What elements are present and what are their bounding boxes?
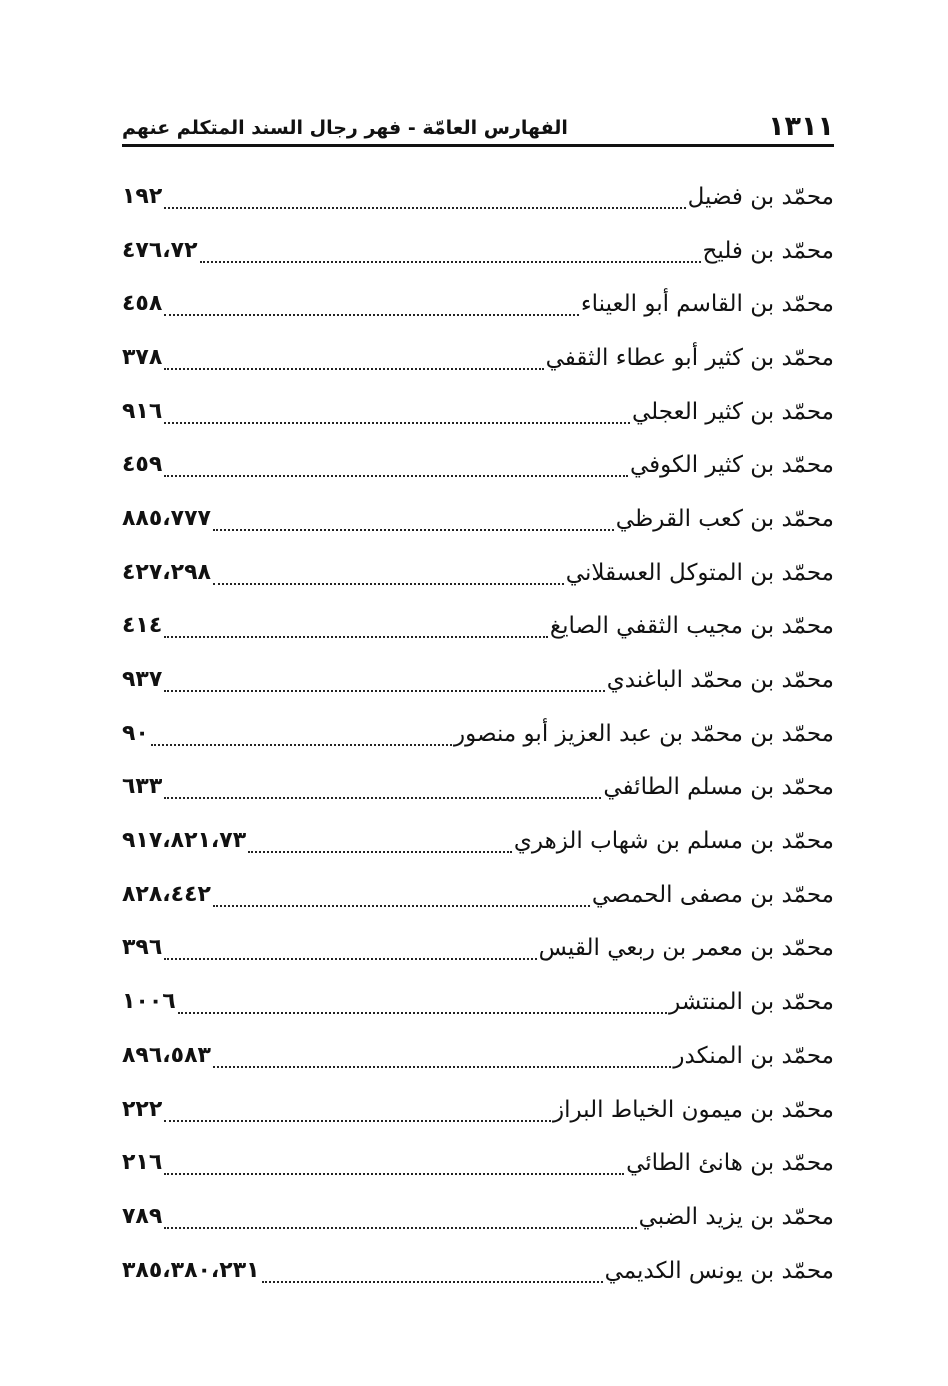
dot-leader xyxy=(213,575,564,585)
dot-leader xyxy=(164,1165,624,1175)
index-entry xyxy=(122,492,834,546)
entry-pages: ٣٨٥،٣٨٠،٢٣١ xyxy=(122,1257,260,1283)
entry-pages: ٤٥٩ xyxy=(122,452,163,478)
entry-pages: ٩١٦ xyxy=(122,398,163,424)
dot-leader xyxy=(164,199,685,209)
index-entry xyxy=(122,707,834,761)
entry-pages: ٩٣٧ xyxy=(122,667,163,693)
entry-pages: ٢٢٢ xyxy=(122,1096,163,1122)
entry-pages: ٤٧٦،٧٢ xyxy=(122,237,198,263)
entry-name: محمّد بن محمّد الباغندي xyxy=(606,667,834,694)
entry-pages: ٣٩٦ xyxy=(122,935,163,961)
dot-leader xyxy=(164,682,604,692)
entry-pages: ٣٧٨ xyxy=(122,344,163,370)
entry-name: محمّد بن المنتشر xyxy=(669,989,834,1016)
index-entry xyxy=(122,170,834,224)
dot-leader xyxy=(213,1058,671,1068)
index-entry xyxy=(122,1136,834,1190)
entry-pages: ٤١٤ xyxy=(122,613,163,639)
index-entry xyxy=(122,1190,834,1244)
dot-leader xyxy=(248,843,512,853)
dot-leader xyxy=(164,467,628,477)
index-entry xyxy=(122,1083,834,1137)
running-head xyxy=(122,108,834,142)
entry-name: محمّد بن فليح xyxy=(702,237,834,264)
entry-name: محمّد بن مصفى الحمصي xyxy=(591,881,834,908)
dot-leader xyxy=(262,1273,603,1283)
entry-pages: ١٠٠٦ xyxy=(122,989,176,1015)
entry-name: محمّد بن يزيد الضبي xyxy=(638,1203,834,1230)
index-entry xyxy=(122,600,834,654)
entry-name: محمّد بن كثير أبو عطاء الثقفي xyxy=(545,344,834,371)
header-rule xyxy=(122,144,834,147)
running-head-title: الفهارس العامّة - فهر رجال السند المتكلم عنهم xyxy=(122,117,568,139)
entry-pages: ٨٩٦،٥٨٣ xyxy=(122,1042,211,1068)
index-entry xyxy=(122,546,834,600)
index-list xyxy=(122,170,834,1297)
entry-name: محمّد بن يونس الكديمي xyxy=(604,1257,834,1284)
entry-pages: ٩١٧،٨٢١،٧٣ xyxy=(122,828,247,854)
dot-leader xyxy=(164,950,536,960)
entry-name: محمّد بن هانئ الطائي xyxy=(626,1150,834,1177)
entry-name: محمّد بن كعب القرظي xyxy=(615,505,834,532)
entry-name: محمّد بن مسلم الطائفي xyxy=(603,774,834,801)
entry-name: محمّد بن ميمون الخياط البراز xyxy=(552,1096,834,1123)
entry-pages: ٧٨٩ xyxy=(122,1203,163,1229)
index-entry xyxy=(122,868,834,922)
dot-leader xyxy=(164,306,579,316)
dot-leader xyxy=(164,360,543,370)
dot-leader xyxy=(164,1112,551,1122)
entry-pages: ٨٨٥،٧٧٧ xyxy=(122,505,211,531)
index-entry xyxy=(122,1029,834,1083)
index-entry xyxy=(122,224,834,278)
entry-pages: ٨٢٨،٤٤٢ xyxy=(122,881,211,907)
entry-name: محمّد بن فضيل xyxy=(687,183,834,210)
index-entry xyxy=(122,653,834,707)
dot-leader xyxy=(164,628,548,638)
entry-name: محمّد بن معمر بن ربعي القيس xyxy=(538,935,834,962)
index-entry xyxy=(122,331,834,385)
dot-leader xyxy=(213,521,614,531)
entry-name: محمّد بن المنكدر xyxy=(673,1042,834,1069)
entry-name: محمّد بن مسلم بن شهاب الزهري xyxy=(513,828,834,855)
index-entry xyxy=(122,814,834,868)
index-entry xyxy=(122,975,834,1029)
entry-pages: ٢١٦ xyxy=(122,1150,163,1176)
entry-name: محمّد بن كثير الكوفي xyxy=(629,452,834,479)
dot-leader xyxy=(164,789,601,799)
entry-pages: ٤٢٧،٢٩٨ xyxy=(122,559,211,585)
page-number: ١٣١١ xyxy=(768,111,834,142)
index-entry xyxy=(122,761,834,815)
dot-leader xyxy=(178,1004,667,1014)
dot-leader xyxy=(213,897,590,907)
entry-name: محمّد بن مجيب الثقفي الصايغ xyxy=(549,613,834,640)
entry-pages: ٦٣٣ xyxy=(122,774,163,800)
index-entry xyxy=(122,277,834,331)
dot-leader xyxy=(164,414,630,424)
index-entry xyxy=(122,385,834,439)
entry-name: محمّد بن محمّد بن عبد العزيز أبو منصور xyxy=(454,720,834,747)
entry-name: محمّد بن القاسم أبو العيناء xyxy=(580,291,834,318)
index-entry xyxy=(122,438,834,492)
index-entry xyxy=(122,1244,834,1298)
dot-leader xyxy=(164,1219,636,1229)
entry-pages: ١٩٢ xyxy=(122,183,163,209)
dot-leader xyxy=(200,253,701,263)
entry-name: محمّد بن المتوكل العسقلاني xyxy=(565,559,834,586)
entry-name: محمّد بن كثير العجلي xyxy=(631,398,834,425)
index-entry xyxy=(122,922,834,976)
entry-pages: ٤٥٨ xyxy=(122,291,163,317)
dot-leader xyxy=(151,736,452,746)
entry-pages: ٩٠ xyxy=(122,720,149,746)
